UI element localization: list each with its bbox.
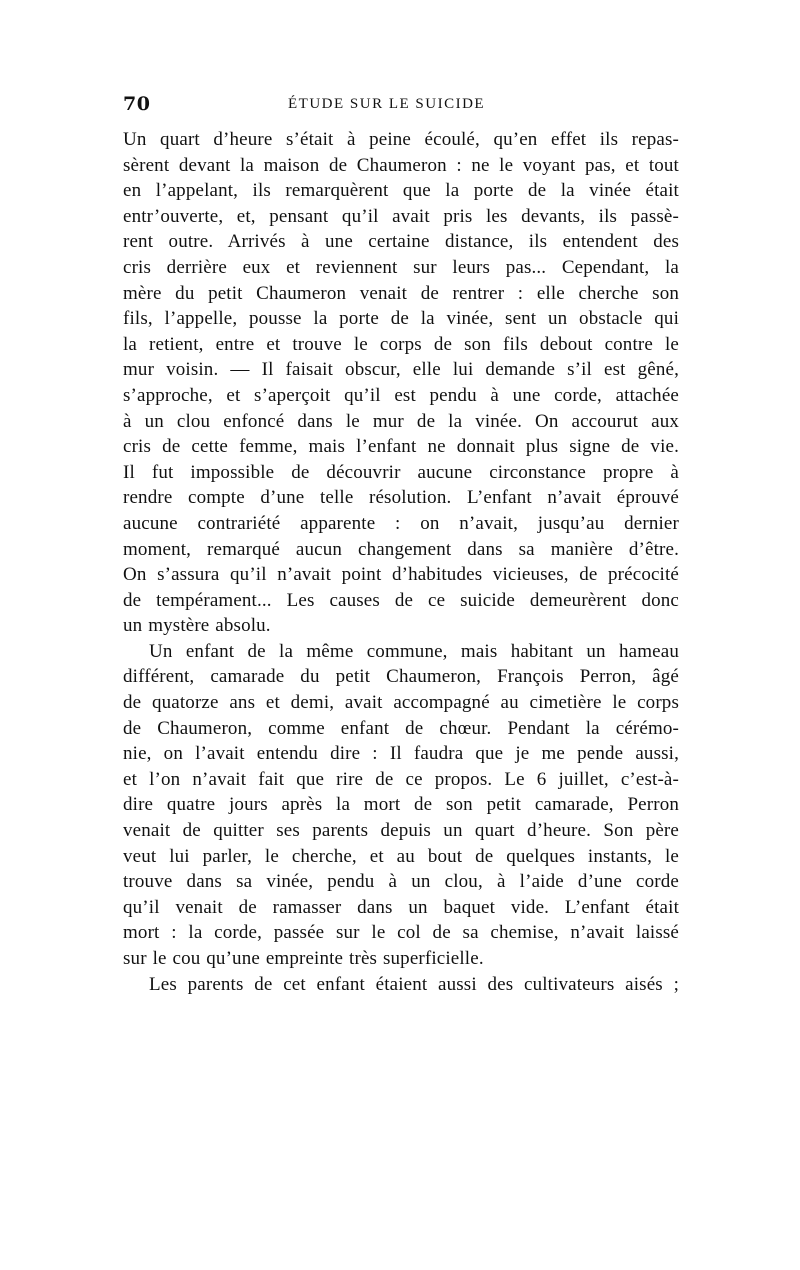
text-line: mort : la corde, passée sur le col de sa chemise, n’avait laissé: [123, 922, 679, 944]
text-line: à un clou enfoncé dans le mur de la vinée. On accourut aux: [123, 410, 679, 432]
text-line: cris de cette femme, mais l’enfant ne donnait plus signe de vie.: [123, 436, 679, 458]
text-line: de Chaumeron, comme enfant de chœur. Pendant la cérémo-: [123, 717, 679, 739]
text-line: veut lui parler, le cherche, et au bout de quelques instants, le: [123, 845, 679, 867]
text-line: dire quatre jours après la mort de son petit camarade, Perron: [123, 794, 679, 816]
body-text: [123, 127, 679, 997]
text-line: différent, camarade du petit Chaumeron, François Perron, âgé: [123, 666, 679, 688]
text-line: fils, l’appelle, pousse la porte de la vinée, sent un obstacle qui: [123, 308, 679, 330]
text-line: sèrent devant la maison de Chaumeron : ne le voyant pas, et tout: [123, 154, 679, 176]
text-line: moment, remarqué aucun changement dans sa manière d’être.: [123, 538, 679, 560]
text-line: mur voisin. — Il faisait obscur, elle lui demande s’il est gêné,: [123, 359, 679, 381]
page-number: 70: [123, 93, 151, 115]
text-line: On s’assura qu’il n’avait point d’habitudes vicieuses, de précocité: [123, 564, 679, 586]
text-line: de quatorze ans et demi, avait accompagné au cimetière le corps: [123, 692, 679, 714]
text-line: Un enfant de la même commune, mais habitant un hameau: [149, 640, 679, 662]
text-line: Il fut impossible de découvrir aucune circonstance propre à: [123, 461, 679, 483]
text-line: en l’appelant, ils remarquèrent que la porte de la vinée était: [123, 180, 679, 202]
text-line: cris derrière eux et reviennent sur leurs pas... Cependant, la: [123, 256, 679, 278]
text-line: qu’il venait de ramasser dans un baquet vide. L’enfant était: [123, 896, 679, 918]
text-line: aucune contrariété apparente : on n’avait, jusqu’au dernier: [123, 512, 679, 534]
text-line: sur le cou qu’une empreinte très superficielle.: [123, 948, 484, 969]
running-title: ÉTUDE SUR LE SUICIDE: [288, 96, 486, 112]
text-line: nie, on l’avait entendu dire : Il faudra que je me pende aussi,: [123, 743, 679, 765]
text-line: rendre compte d’une telle résolution. L’enfant n’avait éprouvé: [123, 487, 679, 509]
text-line: Les parents de cet enfant étaient aussi des cultivateurs aisés ;: [149, 973, 679, 995]
text-line: venait de quitter ses parents depuis un quart d’heure. Son père: [123, 820, 679, 842]
text-line: rent outre. Arrivés à une certaine distance, ils entendent des: [123, 231, 679, 253]
text-line: mère du petit Chaumeron venait de rentrer : elle cherche son: [123, 282, 679, 304]
text-line: Un quart d’heure s’était à peine écoulé, qu’en effet ils repas-: [123, 129, 679, 150]
running-head: [123, 93, 683, 119]
text-line: entr’ouverte, et, pensant qu’il avait pris les devants, ils passè-: [123, 205, 679, 227]
text-line: un mystère absolu.: [123, 615, 271, 637]
text-line: s’approche, et s’aperçoit qu’il est pendu à une corde, attachée: [123, 384, 679, 406]
text-line: de tempérament... Les causes de ce suicide demeurèrent donc: [123, 589, 679, 611]
text-line: la retient, entre et trouve le corps de son fils debout contre le: [123, 333, 679, 355]
text-line: et l’on n’avait fait que rire de ce propos. Le 6 juillet, c’est-à-: [123, 768, 679, 790]
text-line: trouve dans sa vinée, pendu à un clou, à l’aide d’une corde: [123, 871, 679, 893]
